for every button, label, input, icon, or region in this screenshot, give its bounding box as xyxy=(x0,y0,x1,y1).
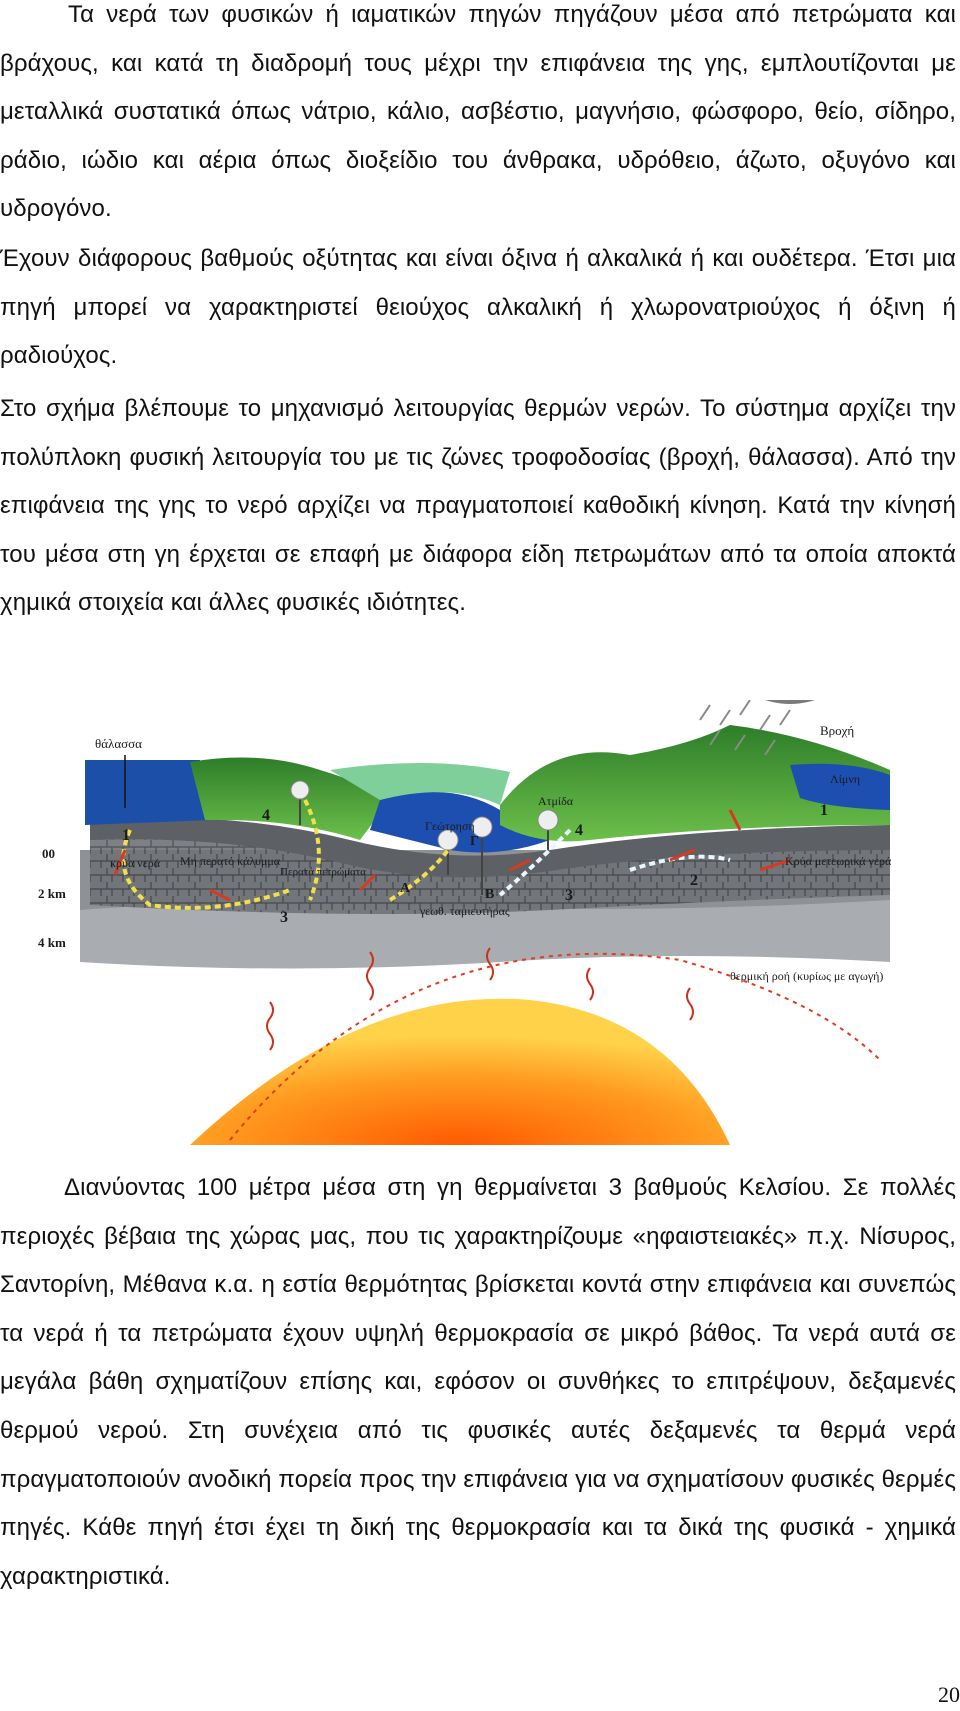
label-depth-2km: 2 km xyxy=(38,886,66,901)
label-permeable-rocks: Περατά πετρώματα xyxy=(280,866,366,878)
label-depth-4km: 4 km xyxy=(38,935,66,950)
label-steam: Ατμίδα xyxy=(538,794,574,808)
marker-B: Β xyxy=(485,887,495,902)
label-depth-0: 00 xyxy=(42,846,55,861)
label-lake: Λίμνη xyxy=(830,772,861,786)
marker-4b: 4 xyxy=(575,822,583,839)
label-heat-flow: θερμική ροή (κυρίως με αγωγή) xyxy=(730,969,884,983)
label-rain: Βροχή xyxy=(820,723,855,738)
paragraph-mineral-springs: Τα νερά των φυσικών ή ιαματικών πηγών πηγάζουν μέσα από πετρώματα και βράχους, και κατά τη διαδρομή τους μέχρι την επιφάνεια της γης, εμπλουτίζονται με μεταλλικά συστατικά όπως νάτριο, κάλιο, ασβέστιο, μαγνήσιο, φώσφορο, θείο, σίδηρο, ράδιο, ιώδιο και αέρια όπως διοξείδιο του άνθρακα, υδρόθειο, άζωτο, οξυγόνο και υδρογόνο. xyxy=(0,1,956,223)
label-geothermal-reservoir: γεωθ. ταμιευτήρας xyxy=(420,904,510,918)
paragraph-heating: Διανύοντας 100 μέτρα μέσα στη γη θερμαίνεται 3 βαθμούς Κελσίου. Σε πολλές περιοχές βέβαια της χώρας μας, που τις χαρακτηρίζουμε «ηφαιστειακές» π.χ. Νίσυρος, Σαντορίνη, Μέθανα κ.α. η εστία θερμότητας βρίσκεται κοντά στην επιφάνεια και συνεπώς τα νερά ή τα πετρώματα έχουν υψηλή θερμοκρασία σε μικρό βάθος. Τα νερά αυτά σε μεγάλα βάθη σχηματίζουν επίσης και, εφόσον οι συνθήκες το επιτρέψουν, δεξαμενές θερμού νερού. Στη συνέχεια από τις φυσικές αυτές δεξαμενές τα θερμά νερά πραγματοποιούν ανοδική πορεία προς την επιφάνεια για να σχηματίσουν φυσικές θερμές πηγές. Κάθε πηγή έτσι έχει τη δική της θερμοκρασία και τα δικά της φυσικά - χημικά χαρακτηριστικά. xyxy=(0,1174,956,1590)
rain-clouds xyxy=(610,700,860,704)
sea xyxy=(85,760,210,825)
label-geothermal-well: Γεώτρηση xyxy=(425,819,475,833)
marker-1: 1 xyxy=(122,827,130,844)
paragraph-acidity: Έχουν διάφορους βαθμούς οξύτητας και είναι όξινα ή αλκαλικά ή και ουδέτερα. Έτσι μια πηγή μπορεί να χαρακτηριστεί θειούχος αλκαλική ή χλωρονατριούχος ή όξινη ή ραδιούχος. xyxy=(0,245,956,370)
marker-2: 2 xyxy=(690,872,698,889)
marker-G: Γ xyxy=(470,834,479,849)
label-sea: θάλασσα xyxy=(95,736,142,751)
label-cold-water: κρύα νερά xyxy=(110,856,161,870)
page-number: 20 xyxy=(938,1682,960,1707)
geothermal-diagram-svg xyxy=(30,700,910,1145)
label-impermeable-cover: Μη περατό κάλυμμα xyxy=(180,854,281,868)
marker-3: 3 xyxy=(280,909,288,926)
marker-A: Α xyxy=(400,881,411,896)
marker-1b: 1 xyxy=(820,802,828,819)
geothermal-diagram xyxy=(30,700,910,1145)
marker-4: 4 xyxy=(262,807,270,824)
marker-3b: 3 xyxy=(565,887,573,904)
paragraph-mechanism: Στο σχήμα βλέπουμε το μηχανισμό λειτουργίας θερμών νερών. Το σύστημα αρχίζει την πολύπλοκη φυσική λειτουργία του με τις ζώνες τροφοδοσίας (βροχή, θάλασσα). Από την επιφάνεια της γης το νερό αρχίζει να πραγματοποιεί καθοδική κίνηση. Κατά την κίνησή του μέσα στη γη έρχεται σε επαφή με διάφορα είδη πετρωμάτων από τα οποία αποκτά χημικά στοιχεία και άλλες φυσικές ιδιότητες. xyxy=(0,395,956,617)
label-cold-meteoric-water: Κρύα μετεωρικά νερά xyxy=(785,854,892,868)
